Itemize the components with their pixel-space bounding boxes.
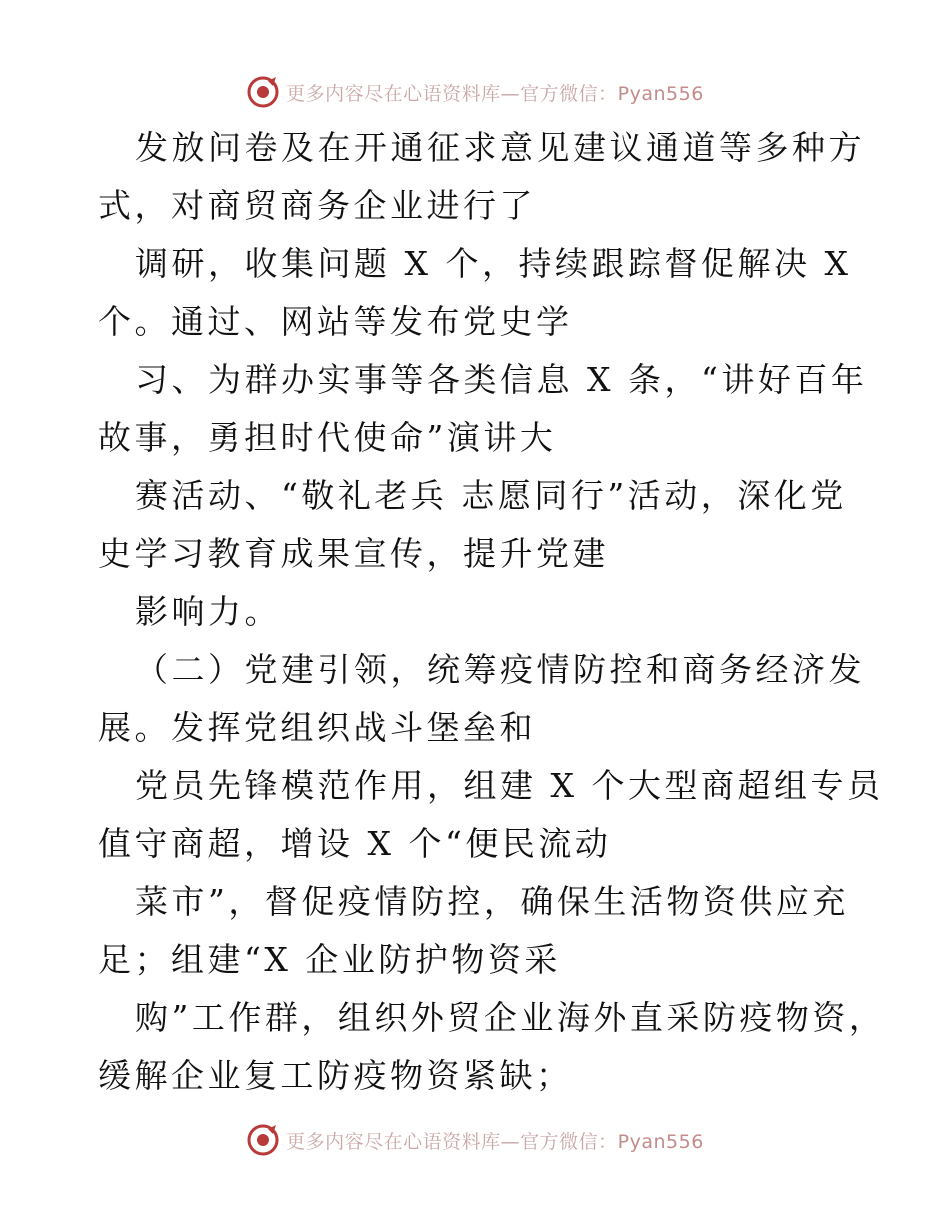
watermark-logo-icon — [246, 1123, 280, 1157]
body-line-8: 史学习教育成果宣传，提升党建 — [98, 534, 609, 573]
body-line-13: 值守商超，增设 X 个“便民流动 — [98, 824, 612, 863]
body-line-7: 赛活动、“敬礼老兵 志愿同行”活动，深化党 — [135, 476, 847, 515]
watermark-footer — [0, 1120, 950, 1160]
body-line-15: 足；组建“X 企业防护物资采 — [98, 940, 561, 979]
body-line-6: 故事，勇担时代使命”演讲大 — [98, 418, 557, 457]
body-line-11: 展。发挥党组织战斗堡垒和 — [98, 708, 536, 747]
body-line-2: 式，对商贸商务企业进行了 — [98, 186, 536, 225]
body-line-14: 菜市”，督促疫情防控，确保生活物资供应充 — [135, 882, 849, 921]
section-heading: （二）党建引领，统筹疫情防控和商务经济发 — [135, 650, 865, 689]
body-line-17: 缓解企业复工防疫物资紧缺； — [98, 1056, 573, 1095]
watermark-text: 更多内容尽在心语资料库—官方微信：Pyan556 — [286, 82, 704, 105]
body-line-4: 个。通过、网站等发布党史学 — [98, 302, 573, 341]
body-line-3: 调研，收集问题 X 个，持续跟踪督促解决 X — [135, 244, 852, 283]
body-line-16: 购”工作群，组织外贸企业海外直采防疫物资， — [135, 998, 886, 1037]
watermark-text: 更多内容尽在心语资料库—官方微信：Pyan556 — [286, 1130, 704, 1153]
body-line-9: 影响力。 — [135, 592, 281, 631]
body-line-5: 习、为群办实事等各类信息 X 条，“讲好百年 — [135, 360, 868, 399]
body-line-12: 党员先锋模范作用，组建 X 个大型商超组专员 — [135, 766, 884, 805]
body-line-1: 发放问卷及在开通征求意见建议通道等多种方 — [135, 128, 865, 167]
watermark-header — [0, 72, 950, 112]
watermark-logo-icon — [246, 75, 280, 109]
